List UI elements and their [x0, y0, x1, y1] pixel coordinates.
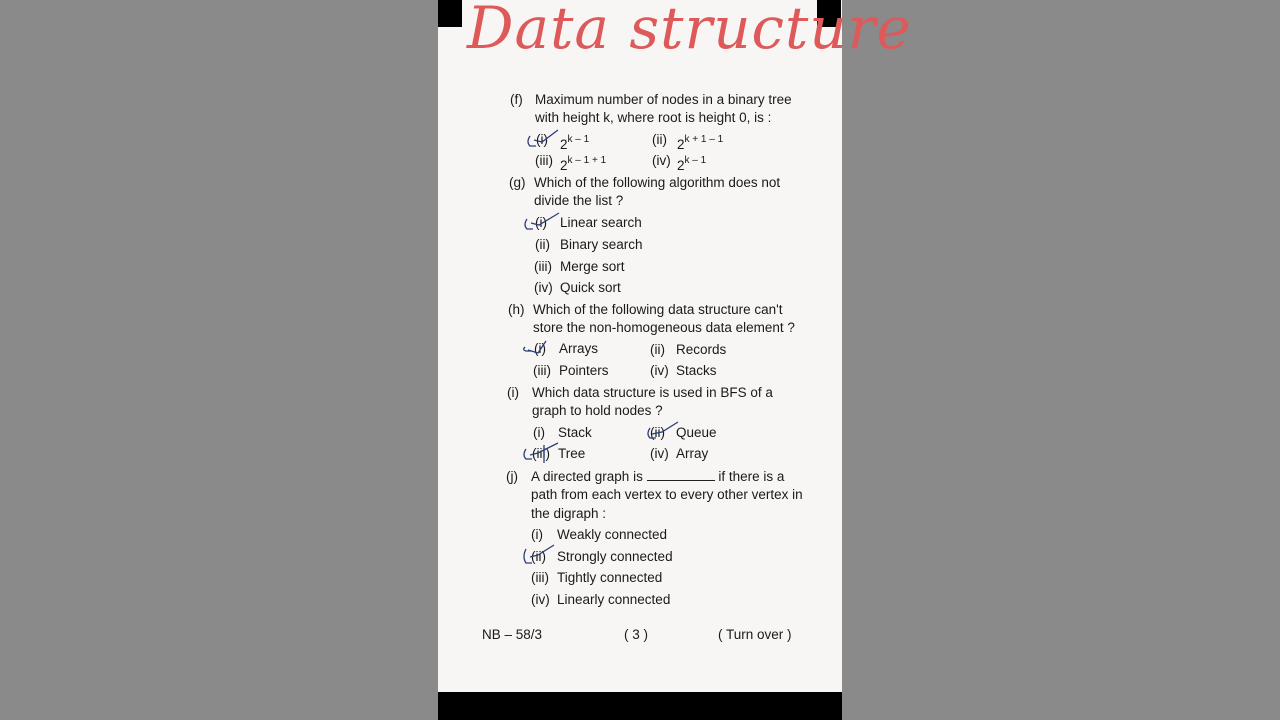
option-i-i: Stack: [558, 425, 592, 440]
option-i-ii: Queue: [676, 425, 717, 440]
page-number: ( 3 ): [624, 627, 649, 642]
option-h-iii: Pointers: [559, 363, 609, 378]
option-h-i-number: (i): [534, 341, 546, 356]
option-i-ii-number: (ii): [650, 425, 665, 440]
option-f-iii: $2^{k - 1 + 1}$: [560, 155, 607, 173]
option-h-i: Arrays: [559, 341, 599, 356]
option-f-i-number: (i): [536, 132, 548, 147]
option-g-i-number: (i): [535, 215, 547, 230]
option-g-iv-number: (iv): [534, 280, 553, 295]
question-f-text-line2: with height k, where root is height 0, is :: [535, 110, 772, 125]
option-i-iv: Array: [676, 446, 709, 461]
option-h-iv-number: (iv): [650, 363, 669, 378]
option-h-ii: Records: [676, 342, 727, 357]
option-i-iv-number: (iv): [650, 446, 669, 461]
option-g-ii-number: (ii): [535, 237, 550, 252]
option-g-iii-number: (iii): [534, 259, 552, 274]
question-g-text-line2: divide the list ?: [534, 193, 624, 208]
option-j-iv: Linearly connected: [557, 592, 671, 607]
option-f-ii: $2^{k + 1 - 1}$: [677, 134, 724, 152]
option-j-i: Weakly connected: [557, 527, 668, 542]
question-j-text-line1: A directed graph is if there is a: [531, 469, 785, 484]
option-f-ii-number: (ii): [652, 132, 667, 147]
question-h-text-line2: store the non-homogeneous data element ?: [533, 320, 795, 335]
question-h-number: (h): [508, 302, 525, 317]
answer-tick-g-icon: [521, 211, 565, 233]
question-j-text-line2: path from each vertex to every other vertex in: [531, 487, 803, 502]
option-i-iii-number: (iii): [532, 446, 550, 461]
option-g-ii: Binary search: [560, 237, 643, 252]
option-j-iv-number: (iv): [531, 592, 550, 607]
question-h-text-line1: Which of the following data structure can't: [533, 302, 783, 317]
answer-tick-h-icon: [520, 337, 554, 359]
turn-over-note: ( Turn over ): [718, 627, 792, 642]
option-i-iii: Tree: [558, 446, 586, 461]
option-h-iv: Stacks: [676, 363, 717, 378]
option-i-i-number: (i): [533, 425, 545, 440]
answer-tick-i-ii-icon: [644, 420, 684, 442]
question-g-number: (g): [509, 175, 526, 190]
question-f-number: (f): [510, 92, 523, 107]
bottom-bar: [438, 692, 842, 720]
question-j-text-line3: the digraph :: [531, 506, 607, 521]
option-g-iv: Quick sort: [560, 280, 621, 295]
answer-tick-j-icon: [520, 543, 560, 567]
paper-code: NB – 58/3: [482, 627, 543, 642]
question-f-text-line1: Maximum number of nodes in a binary tree: [535, 92, 792, 107]
question-i-text-line2: graph to hold nodes ?: [532, 403, 663, 418]
answer-tick-f-icon: [524, 128, 564, 150]
option-f-i: 2$^{k - 1}$: [560, 134, 590, 152]
question-i-number: (i): [507, 385, 519, 400]
option-j-i-number: (i): [531, 527, 543, 542]
question-j-number: (j): [506, 469, 518, 484]
option-j-ii-number: (ii): [531, 549, 546, 564]
option-f-iii-number: (iii): [535, 153, 553, 168]
option-g-iii: Merge sort: [560, 259, 625, 274]
left-corner-bar: [438, 0, 462, 27]
option-j-iii: Tightly connected: [557, 570, 663, 585]
answer-tick-i-iii-icon: [520, 441, 564, 465]
option-f-iv: 2$^{k - 1}$: [677, 155, 707, 173]
option-g-i: Linear search: [560, 215, 642, 230]
option-h-iii-number: (iii): [533, 363, 551, 378]
option-h-ii-number: (ii): [650, 342, 665, 357]
question-i-text-line1: Which data structure is used in BFS of a: [532, 385, 773, 400]
option-f-iv-number: (iv): [652, 153, 671, 168]
option-j-iii-number: (iii): [531, 570, 549, 585]
question-g-text-line1: Which of the following algorithm does not: [534, 175, 781, 190]
option-j-ii: Strongly connected: [557, 549, 673, 564]
page-title: Data structure: [467, 0, 912, 62]
answer-blank: [647, 468, 715, 481]
